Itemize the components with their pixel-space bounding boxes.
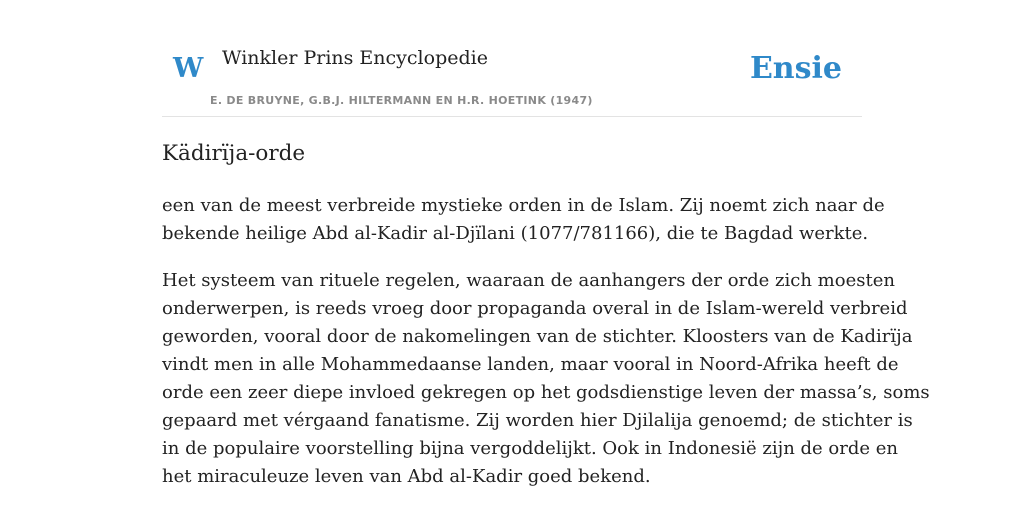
paragraph-2-line: in de populaire voorstelling bijna vergoddelijkt. Ook in Indonesië zijn de orde en [162, 438, 898, 459]
entry-title: Kädirïja-orde [162, 141, 306, 166]
ensie-logo-link[interactable]: Ensie [749, 51, 842, 86]
paragraph-2-line: Het systeem van rituele regelen, waaraan de aanhangers der orde zich moesten [162, 270, 895, 291]
paragraph-2-line: orde een zeer diepe invloed gekregen op het godsdienstige leven der massa’s, soms [162, 382, 930, 403]
encyclopedia-header [162, 0, 862, 117]
encyclopedia-authors: E. DE BRUYNE, G.B.J. HILTERMANN EN H.R. HOETINK (1947) [210, 94, 593, 107]
paragraph-2-line: gepaard met vérgaand fanatisme. Zij worden hier Djilalija genoemd; de stichter is [162, 410, 913, 431]
paragraph-2-line: geworden, vooral door de nakomelingen van de stichter. Kloosters van de Kadirïja [162, 326, 913, 347]
entry-body [162, 192, 930, 510]
paragraph-2 [162, 267, 930, 491]
paragraph-2-line: vindt men in alle Mohammedaanse landen, maar vooral in Noord-Afrika heeft de [162, 354, 899, 375]
encyclopedia-title-link[interactable]: Winkler Prins Encyclopedie [222, 47, 488, 69]
paragraph-2-line: het miraculeuze leven van Abd al-Kadir goed bekend. [162, 466, 651, 487]
paragraph-1-line: bekende heilige Abd al-Kadir al-Djïlani (1077/781166), die te Bagdad werkte. [162, 223, 869, 244]
paragraph-2-line: onderwerpen, is reeds vroeg door propaganda overal in de Islam-wereld verbreid [162, 298, 908, 319]
paragraph-1-line: een van de meest verbreide mystieke orden in de Islam. Zij noemt zich naar de [162, 195, 885, 216]
winkler-prins-logo[interactable]: W [173, 53, 204, 84]
paragraph-1 [162, 192, 885, 248]
